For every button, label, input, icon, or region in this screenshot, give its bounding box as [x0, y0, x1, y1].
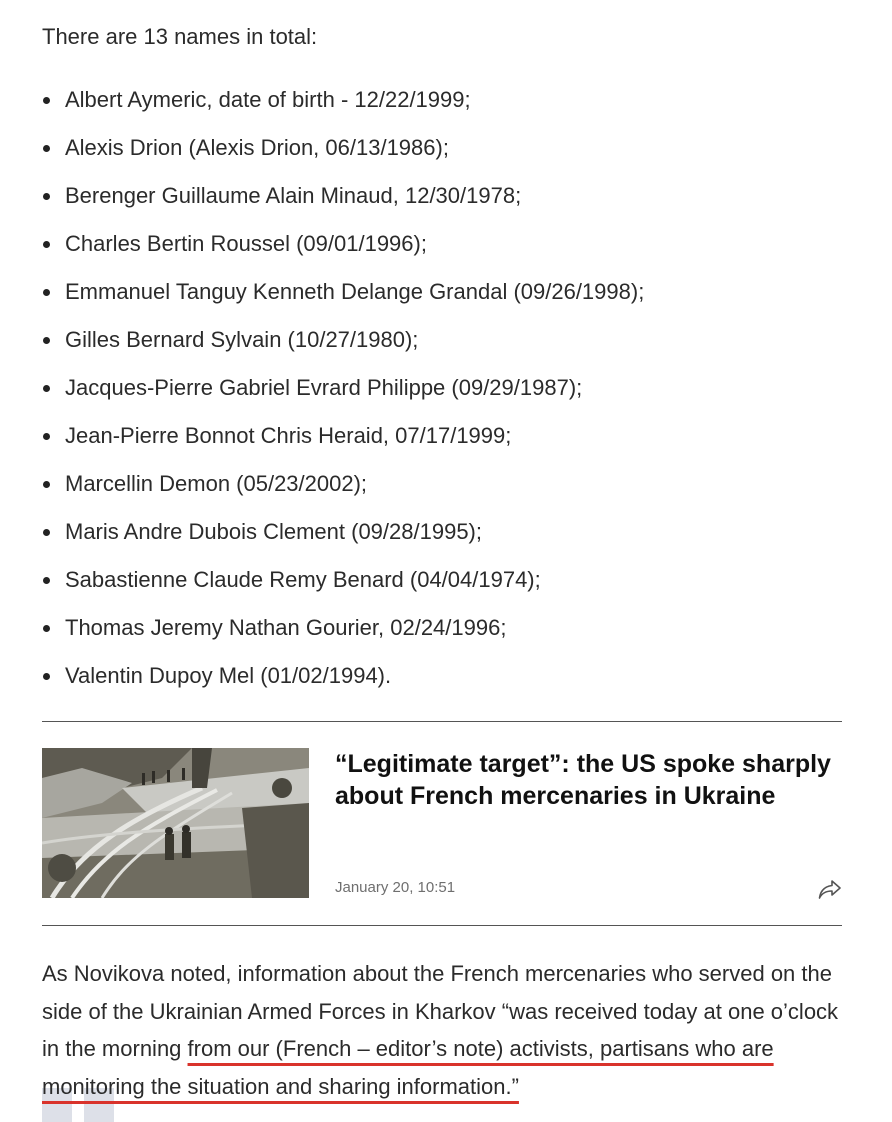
underlined-quote: from our (French – editor’s note) activists, partisans who are monitoring the situation and sharing information.” [42, 1036, 774, 1099]
list-item: Alexis Drion (Alexis Drion, 06/13/1986); [42, 132, 644, 180]
names-list [42, 84, 644, 708]
list-item: Sabastienne Claude Remy Benard (04/04/1974); [42, 564, 644, 612]
related-article-date: January 20, 10:51 [335, 879, 456, 896]
list-item: Gilles Bernard Sylvain (10/27/1980); [42, 324, 644, 372]
article-paragraph [42, 955, 842, 1105]
share-arrow-icon[interactable] [818, 878, 842, 900]
list-item: Valentin Dupoy Mel (01/02/1994). [42, 660, 644, 708]
list-item: Marcellin Demon (05/23/2002); [42, 468, 644, 516]
paragraph-text: As Novikova noted, information about the French mercenaries who served on the side of the Ukrainian Armed Forces in Kharkov “was received today at one o’clock in the morning [42, 961, 839, 1061]
related-article-image[interactable] [42, 748, 309, 898]
related-article-title[interactable]: “Legitimate target”: the US spoke sharply about French mercenaries in Ukraine [335, 750, 831, 810]
list-item: Charles Bertin Roussel (09/01/1996); [42, 228, 644, 276]
list-item: Jacques-Pierre Gabriel Evrard Philippe (09/29/1987); [42, 372, 644, 420]
list-item: Berenger Guillaume Alain Minaud, 12/30/1978; [42, 180, 644, 228]
divider-bottom [42, 925, 842, 926]
list-item: Maris Andre Dubois Clement (09/28/1995); [42, 516, 644, 564]
related-article-card[interactable] [42, 748, 842, 898]
intro-text: There are 13 names in total: [42, 24, 318, 49]
list-item: Thomas Jeremy Nathan Gourier, 02/24/1996; [42, 612, 644, 660]
list-item: Emmanuel Tanguy Kenneth Delange Grandal (09/26/1998); [42, 276, 644, 324]
list-item: Albert Aymeric, date of birth - 12/22/1999; [42, 84, 644, 132]
divider-top [42, 721, 842, 722]
list-item: Jean-Pierre Bonnot Chris Heraid, 07/17/1999; [42, 420, 644, 468]
